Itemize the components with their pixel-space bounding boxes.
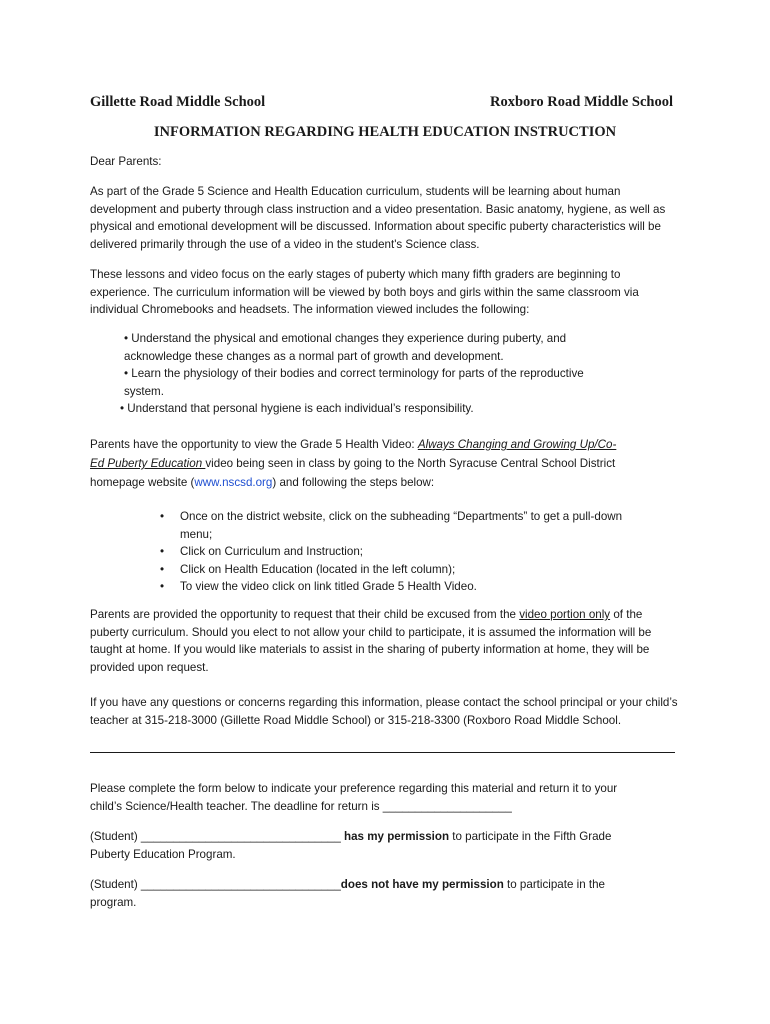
intro-paragraph: As part of the Grade 5 Science and Health Education curriculum, students will be learning about human development and puberty through class instruction and a video presentation. Basic anatomy, hygiene, as well as physical and emotional development will be discussed. Information about specific puberty characteristics will be delivered primarily through the use of a video in the student's Science class.	[90, 185, 666, 251]
objective-1-line-2: acknowledge these changes as a normal part of growth and development.	[124, 349, 504, 363]
video-portion-only: video portion only	[519, 608, 611, 621]
step-item	[90, 578, 680, 596]
step-text: Click on Health Education (located in the left column);	[180, 562, 456, 576]
video-title-link[interactable]: Always Changing and Growing Up/Co-	[417, 438, 617, 451]
step-text: Click on Curriculum and Instruction;	[180, 545, 363, 559]
permission-denied-line-2: program.	[90, 895, 137, 909]
excuse-paragraph-rest: of the puberty curriculum. Should you elect to not allow your child to participate, it is assumed the information will be taught at home. If you would like materials to assist in the sharing of puberty information at home, they will be provided upon request.	[90, 608, 652, 674]
video-paragraph-middle: video being seen in class by going to the North Syracuse Central School District	[205, 457, 616, 470]
excuse-paragraph	[90, 606, 680, 676]
contact-paragraph: If you have any questions or concerns regarding this information, please contact the school principal or your child’s teacher at 315-218-3000 (Gillette Road Middle School) or 315-218-3300 (Roxboro Road Middle School.	[90, 696, 678, 727]
step-text-continued: menu;	[180, 527, 213, 541]
objectives-list	[120, 330, 664, 418]
right-school-name: Roxboro Road Middle School	[489, 94, 673, 110]
permission-granted-line	[90, 828, 680, 863]
student-name-field[interactable]: (Student) _______________________________	[90, 830, 345, 843]
objective-2-line-1: • Learn the physiology of their bodies and correct terminology for parts of the reproductive	[124, 367, 584, 381]
video-title-link-continued[interactable]: Ed Puberty Education	[90, 457, 206, 470]
permission-granted-suffix: to participate in the Fifth Grade	[449, 830, 612, 843]
step-text: To view the video click on link titled Grade 5 Health Video.	[180, 580, 477, 594]
permission-denied-line	[90, 876, 680, 911]
has-permission-label: has my permission	[344, 830, 450, 843]
form-instructions-line-1: Please complete the form below to indicate your preference regarding this material and return it to your	[90, 782, 618, 795]
video-paragraph-line3-suffix: ) and following the steps below:	[272, 476, 435, 489]
permission-granted-line-2: Puberty Education Program.	[90, 847, 236, 861]
form-instructions-line-2: child’s Science/Health teacher. The deadline for return is ____________________	[90, 799, 512, 813]
step-item	[90, 508, 680, 543]
bullet-icon: •	[160, 562, 165, 576]
video-paragraph-prefix: Parents have the opportunity to view the Grade 5 Health Video:	[90, 438, 418, 451]
objective-3: • Understand that personal hygiene is each individual’s responsibility.	[120, 402, 474, 416]
student-name-field[interactable]: (Student) _______________________________	[90, 878, 341, 891]
video-paragraph-line3-prefix: homepage website (	[90, 476, 195, 489]
step-item	[90, 561, 680, 579]
no-permission-label: does not have my permission	[340, 878, 504, 891]
district-website-link[interactable]: www.nscsd.org	[194, 476, 273, 489]
left-school-name: Gillette Road Middle School	[90, 94, 266, 110]
video-paragraph	[90, 435, 680, 492]
greeting: Dear Parents:	[90, 155, 162, 168]
excuse-paragraph-prefix: Parents are provided the opportunity to request that their child be excused from the	[90, 608, 520, 621]
objective-2-line-2: system.	[124, 384, 164, 398]
school-header	[90, 94, 673, 111]
bullet-icon: •	[160, 580, 165, 594]
form-instructions	[90, 780, 680, 815]
permission-denied-suffix: to participate in the	[503, 878, 605, 891]
step-text: Once on the district website, click on the subheading “Departments” to get a pull-down	[180, 510, 623, 523]
bullet-icon: •	[160, 510, 165, 523]
steps-list	[90, 508, 680, 596]
step-item	[90, 543, 680, 561]
bullet-icon: •	[160, 545, 165, 559]
lessons-paragraph: These lessons and video focus on the early stages of puberty which many fifth graders are beginning to experience. The curriculum information will be viewed by both boys and girls within the same classroom via individual Chromebooks and headsets. The information viewed includes the following:	[90, 268, 639, 317]
separator-line	[90, 752, 675, 753]
objective-1-line-1: • Understand the physical and emotional changes they experience during puberty, and	[124, 332, 567, 345]
document-title: INFORMATION REGARDING HEALTH EDUCATION INSTRUCTION	[153, 124, 617, 140]
